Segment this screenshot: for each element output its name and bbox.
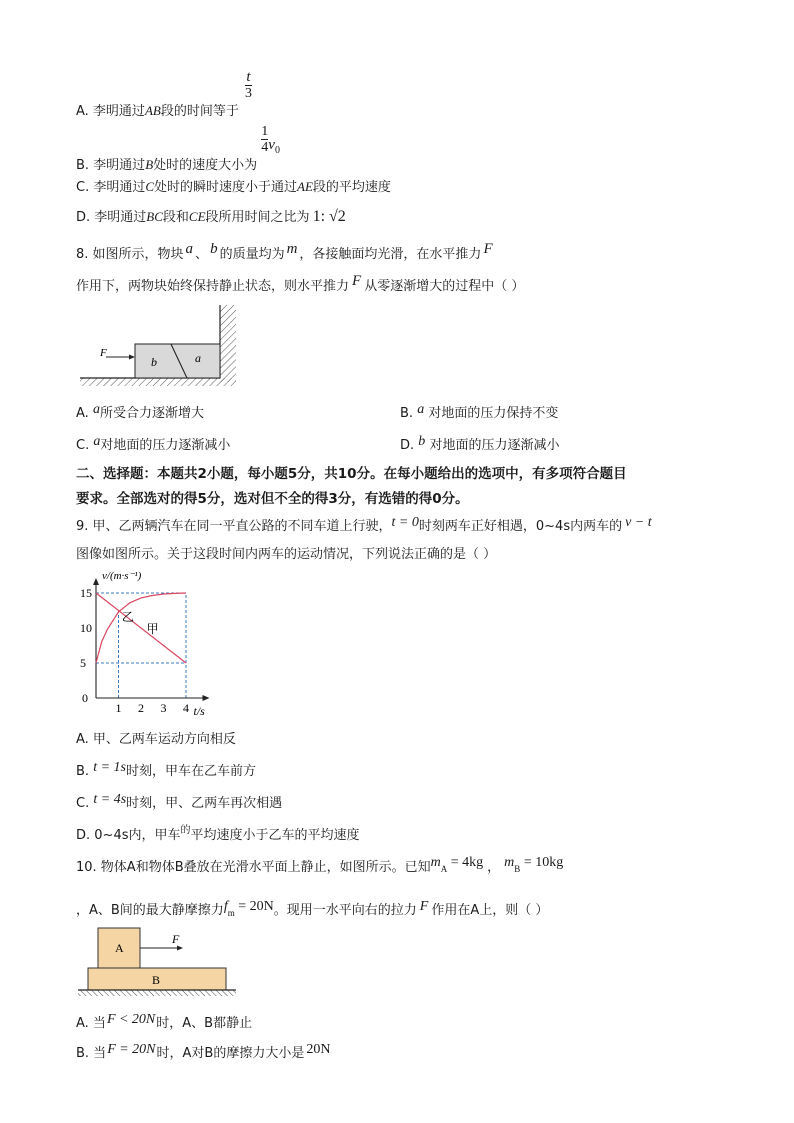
q10-option-a: A. 当F < 20N时，A、B都静止 <box>76 1012 253 1031</box>
q8-option-c: C. a对地面的压力逐渐减小 <box>76 434 231 453</box>
q7-option-b-v0: v <box>268 137 275 153</box>
q8-option-d: D. b 对地面的压力逐渐减小 <box>400 434 560 453</box>
q10-option-b: B. 当F = 20N时，A对B的摩擦力大小是 20N <box>76 1042 331 1061</box>
x-axis-arrow <box>203 695 210 701</box>
q10-stem-line2: ，A、B间的最大静摩擦力$f_m = 20N$。现用一水平向右的拉力 F 作用在A上，则（ ） <box>76 899 549 918</box>
fig8-label-b: b <box>151 355 157 369</box>
q8-option-b: B. a 对地面的压力保持不变 <box>400 402 559 421</box>
q7-option-d-ratio: 1: √2 <box>312 208 346 225</box>
q8-stem-line2: 作用下，两物块始终保持静止状态，则水平推力 F 从零逐渐增大的过程中（ ） <box>76 273 525 294</box>
y-tick-label-10: 10 <box>80 621 92 635</box>
q7-option-a-prefix: A. 李明通过 <box>76 104 145 119</box>
q9-stem-line1: 9. 甲、乙两辆汽车在同一平直公路的不同车道上行驶，t = 0时刻两车正好相遇，0~4s内两车的 v − t <box>76 515 652 534</box>
x-axis-title: t/s <box>193 704 205 718</box>
section2-heading-line2: 要求。全部选对的得5分，选对但不全的得3分，有选错的得0分。 <box>76 491 469 507</box>
x-tick-label-1: 1 <box>115 701 122 715</box>
q10-figure <box>76 924 242 998</box>
fig8-label-F: F <box>100 347 107 359</box>
y-tick-label-15: 15 <box>80 586 92 600</box>
q9-stem-line2: 图像如图所示。关于这段时间内两车的运动情况，下列说法正确的是（ ） <box>76 547 497 562</box>
q7-option-b-suffix: 处时的速度大小为 <box>153 158 258 173</box>
fig10-label-A: A <box>115 941 124 955</box>
q7-option-a-ab: AB <box>144 103 161 118</box>
series-label-jia: 甲 <box>146 621 159 636</box>
series-label-yi: 乙 <box>121 610 134 624</box>
q9-option-b: B. t = 1s时刻，甲车在乙车前方 <box>76 760 257 779</box>
series-line-jia <box>96 593 186 663</box>
q7-option-c: C. 李明通过C处时的瞬时速度小于通过AE段的平均速度 <box>76 179 391 195</box>
q7-option-a <box>76 69 252 119</box>
q8-stem-line1: 8. 如图所示，物块 a 、 b 的质量均为 m ，各接触面均光滑，在水平推力 F <box>76 241 493 262</box>
q7-option-b: B. 李明通过B处时的速度大小为 $\frac{1}{4}$ $v_0$ <box>76 124 280 173</box>
x-tick-label-4: 4 <box>183 701 189 715</box>
q8-option-a: A. a所受合力逐渐增大 <box>76 402 204 421</box>
x-tick-label-3: 3 <box>160 701 167 715</box>
fig10-label-B: B <box>152 973 161 987</box>
fig8-label-a: a <box>195 351 201 365</box>
y-tick-label-5: 5 <box>80 656 86 670</box>
origin-label: 0 <box>82 691 88 705</box>
x-tick-label-2: 2 <box>138 701 144 715</box>
wall-hatch <box>220 305 236 382</box>
q10-stem-line1: 10. 物体A和物体B叠放在光滑水平面上静止，如图所示。已知$m_A = 4kg$ ， $m_B = 10kg$ <box>76 855 564 875</box>
q9-option-d: D. 0~4s内，甲车$^的$平均速度小于乙车的平均速度 <box>76 825 360 843</box>
section2-heading-line1: 二、选择题：本题共2小题，每小题5分，共10分。在每小题给出的选项中，有多项符合题目 <box>76 466 627 482</box>
q7-option-b-b: B <box>145 157 154 172</box>
q7-option-a-suffix: 段的时间等于 <box>160 104 239 119</box>
floor-hatch <box>78 990 236 996</box>
y-axis-title: v/(m·s⁻¹) <box>102 570 142 582</box>
q7-option-a-fraction: $\frac{t}{3}$ <box>244 69 252 101</box>
q9-option-c: C. t = 4s时刻，甲、乙两车再次相遇 <box>76 792 283 811</box>
q7-option-d: D. 李明通过BC段和CE段所用时间之比为 1: √2 <box>76 208 346 225</box>
y-axis-arrow <box>93 578 99 585</box>
q9-option-a: A. 甲、乙两车运动方向相反 <box>76 732 236 747</box>
q8-figure <box>76 300 246 392</box>
q7-option-b-fraction: $\frac{1}{4}$ <box>261 124 269 155</box>
fig10-label-F: F <box>172 932 180 946</box>
q9-vt-chart <box>76 566 236 722</box>
ground-hatch <box>80 378 236 386</box>
q7-option-b-prefix: B. 李明通过 <box>76 158 146 173</box>
